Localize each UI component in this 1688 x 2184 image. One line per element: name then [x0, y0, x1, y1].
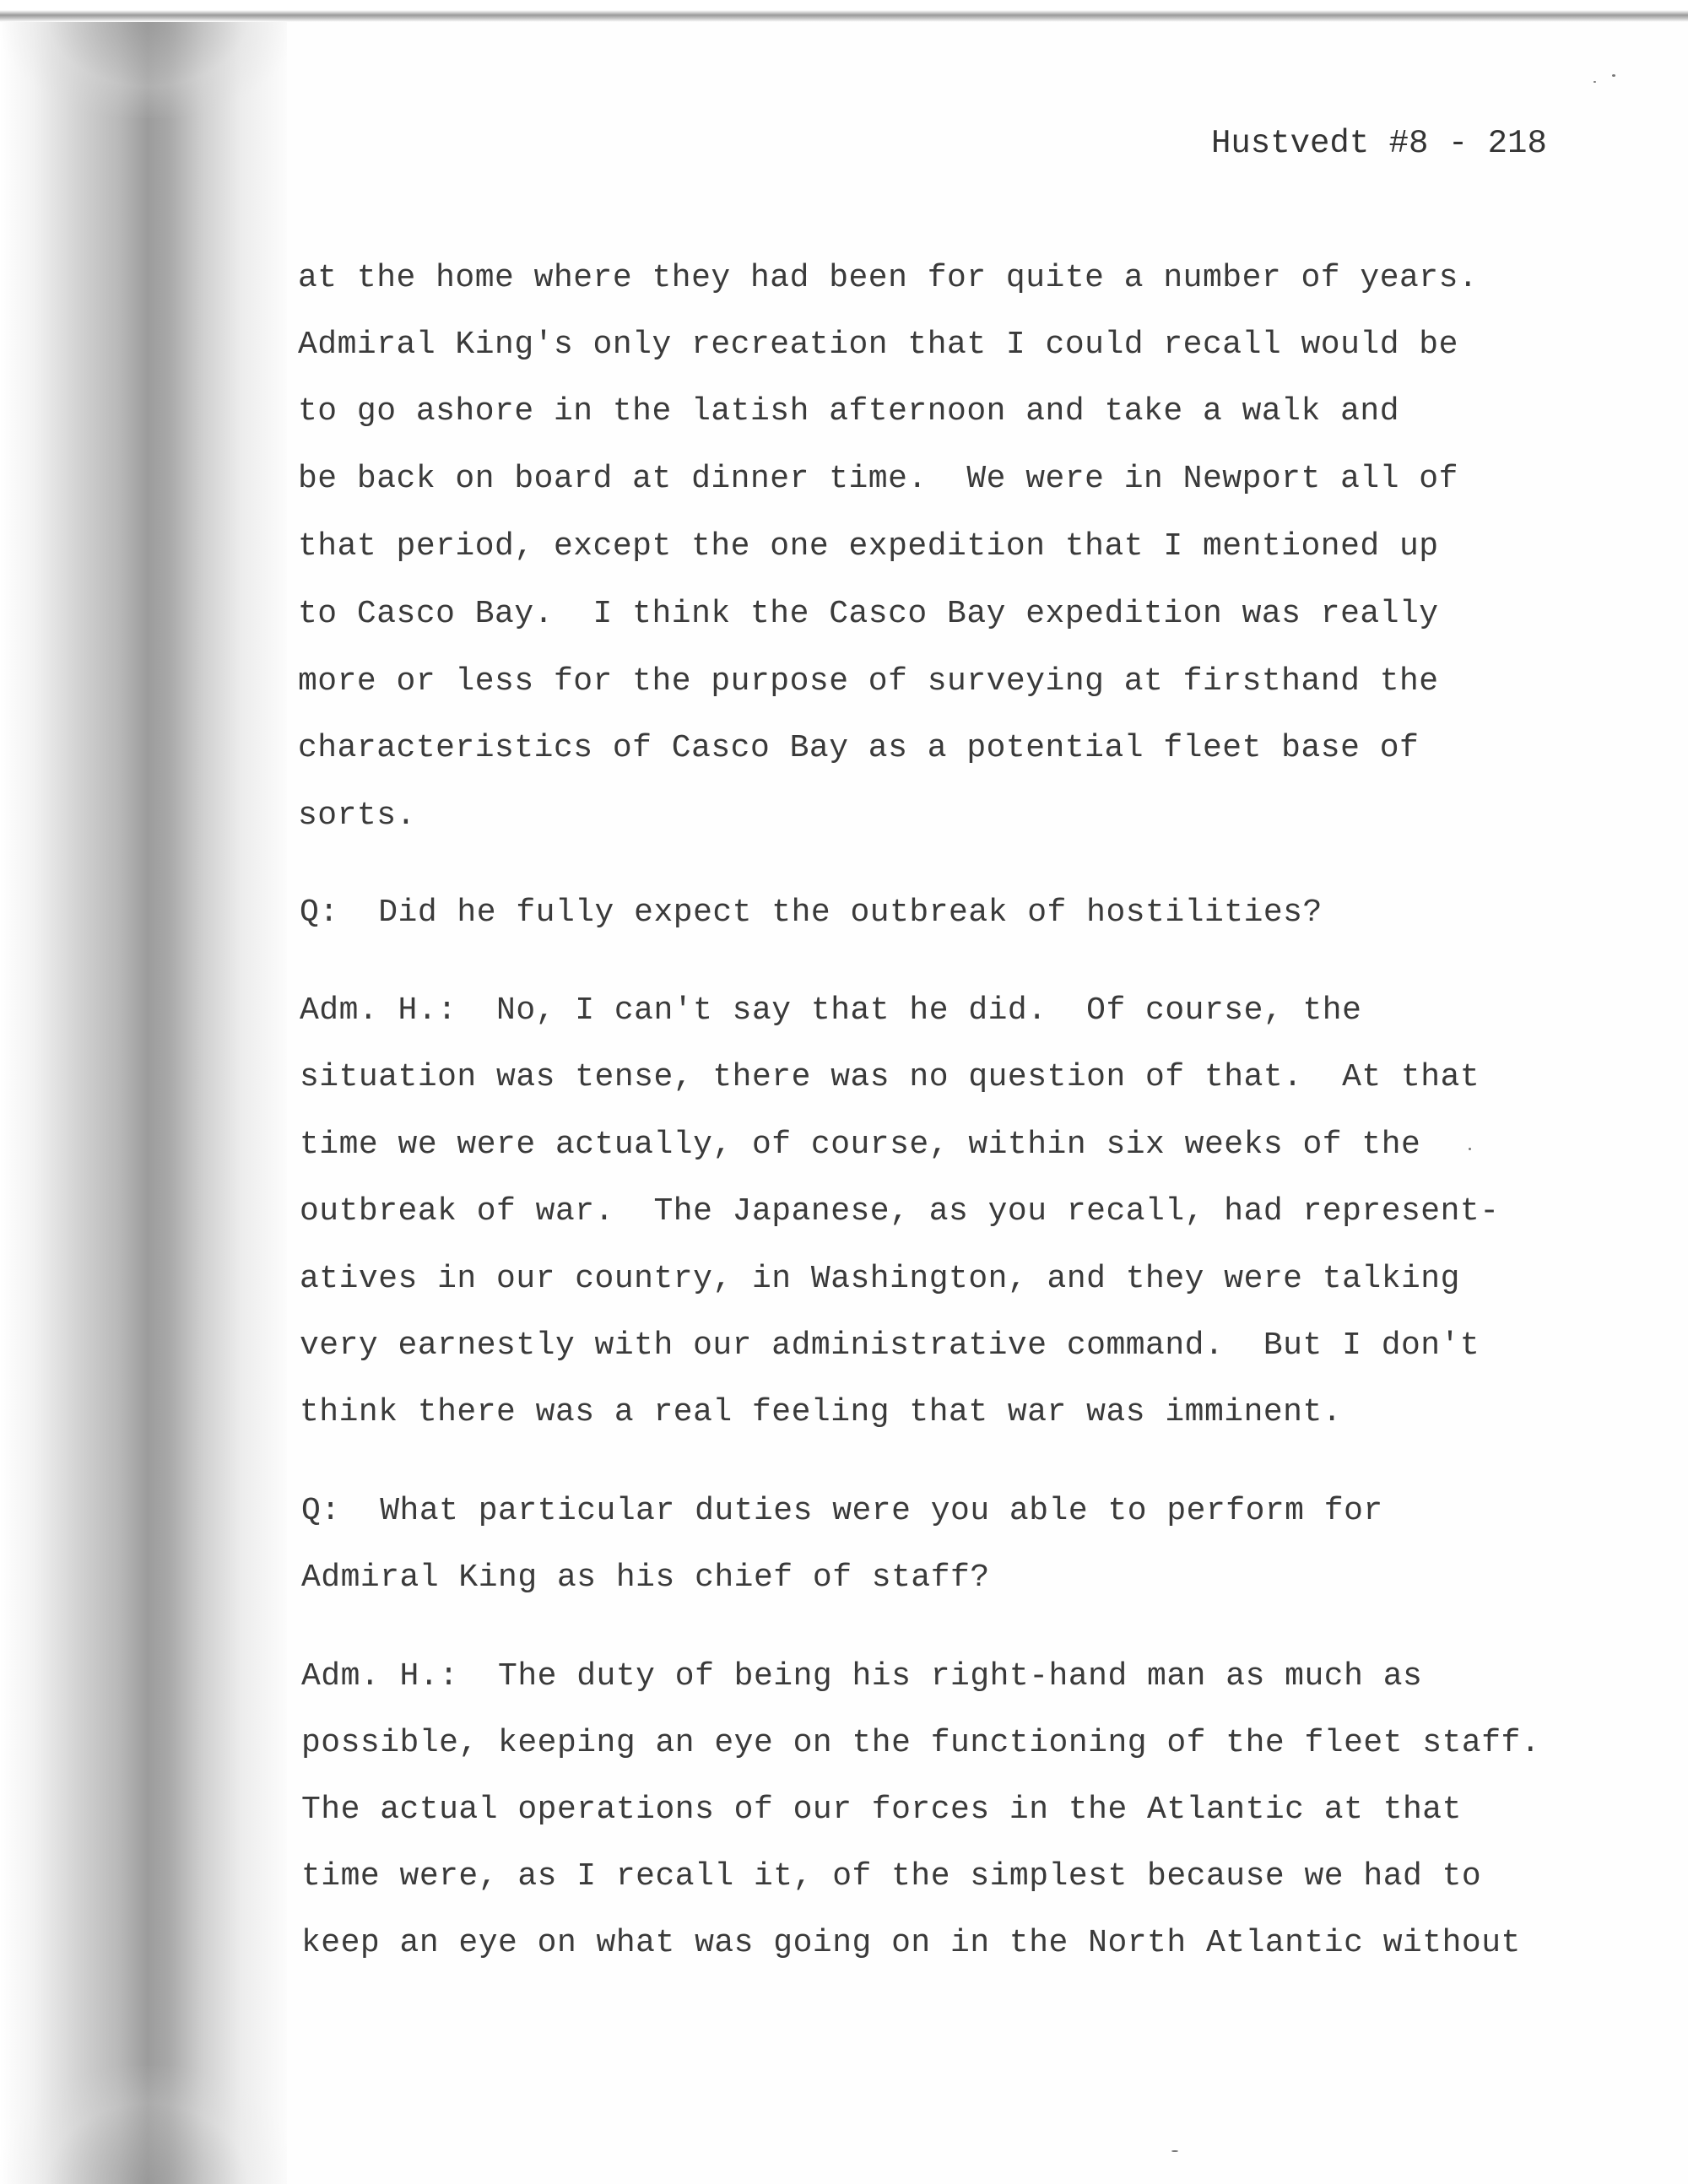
text-line: The actual operations of our forces in the Atlantic at that	[301, 1792, 1462, 1828]
text-line: possible, keeping an eye on the functioning of the fleet staff.	[301, 1725, 1541, 1761]
text-line: very earnestly with our administrative command. But I don't	[300, 1327, 1480, 1364]
scan-speck	[1612, 74, 1615, 77]
text-line: be back on board at dinner time. We were in Newport all of	[298, 461, 1458, 497]
text-line: sorts.	[298, 797, 416, 834]
text-line: think there was a real feeling that war was imminent.	[300, 1394, 1343, 1430]
text-line: time were, as I recall it, of the simplest because we had to	[301, 1858, 1482, 1895]
scan-speck	[1593, 81, 1596, 83]
text-line: time we were actually, of course, within six weeks of the	[300, 1127, 1421, 1163]
answer-line: Adm. H.: No, I can't say that he did. Of course, the	[300, 992, 1362, 1029]
text-line: at the home where they had been for quite a number of years.	[298, 260, 1479, 296]
text-line: more or less for the purpose of surveying at firsthand the	[298, 663, 1439, 700]
text-line: characteristics of Casco Bay as a potential fleet base of	[298, 730, 1420, 766]
text-line: to Casco Bay. I think the Casco Bay expedition was really	[298, 596, 1439, 632]
text-line: to go ashore in the latish afternoon and take a walk and	[298, 393, 1400, 430]
text-line: Admiral King's only recreation that I could recall would be	[298, 327, 1458, 363]
scan-speck	[1171, 2150, 1178, 2152]
question-line: Q: Did he fully expect the outbreak of hostilities?	[300, 895, 1323, 931]
text-line: situation was tense, there was no question of that. At that	[300, 1059, 1480, 1095]
page-header: Hustvedt #8 - 218	[1211, 125, 1547, 162]
text-line: keep an eye on what was going on in the North Atlantic without	[301, 1925, 1521, 1961]
question-line: Q: What particular duties were you able to perform for	[301, 1493, 1383, 1529]
text-line: atives in our country, in Washington, and they were talking	[300, 1261, 1460, 1297]
text-line: that period, except the one expedition that I mentioned up	[298, 528, 1439, 565]
answer-line: Adm. H.: The duty of being his right-hand man as much as	[301, 1658, 1423, 1695]
text-line: Admiral King as his chief of staff?	[301, 1560, 990, 1596]
text-line: outbreak of war. The Japanese, as you recall, had represent-	[300, 1193, 1500, 1230]
scan-speck	[1469, 1148, 1471, 1150]
